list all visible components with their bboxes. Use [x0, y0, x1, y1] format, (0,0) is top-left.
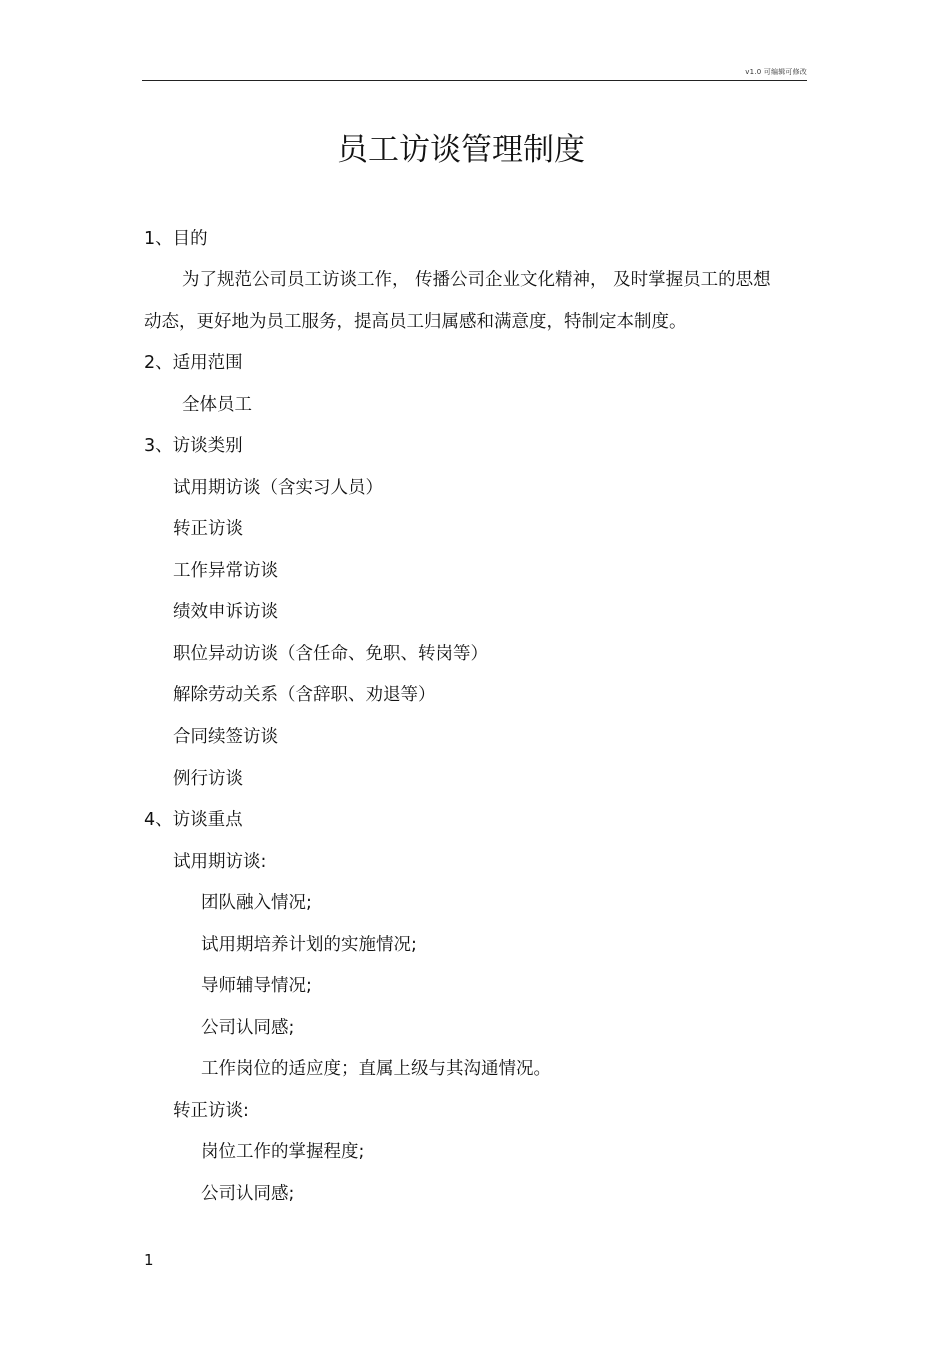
- list-item: 职位异动访谈（含任命、免职、转岗等）: [173, 644, 488, 664]
- purpose-paragraph-line-1: 为了规范公司员工访谈工作， 传播公司企业文化精神， 及时掌握员工的思想: [182, 270, 771, 290]
- page-number: 1: [144, 1251, 154, 1269]
- list-item: 合同续签访谈: [173, 727, 278, 747]
- list-item: 工作异常访谈: [173, 561, 278, 581]
- list-item: 公司认同感;: [201, 1184, 295, 1204]
- header-rule: [142, 80, 807, 81]
- section-heading-interview-types: 3、访谈类别: [144, 436, 243, 456]
- section-heading-interview-focus: 4、访谈重点: [144, 810, 243, 830]
- list-item: 试用期培养计划的实施情况;: [201, 935, 417, 955]
- subsection-label-probation: 试用期访谈:: [173, 852, 267, 872]
- list-item: 导师辅导情况;: [201, 976, 312, 996]
- subsection-label-regularization: 转正访谈:: [173, 1101, 249, 1121]
- list-item: 解除劳动关系（含辞职、劝退等）: [173, 685, 436, 705]
- list-item: 转正访谈: [173, 519, 243, 539]
- document-title: 员工访谈管理制度: [337, 132, 585, 168]
- list-item: 绩效申诉访谈: [173, 602, 278, 622]
- list-item: 公司认同感;: [201, 1018, 295, 1038]
- list-item: 试用期访谈（含实习人员）: [173, 478, 383, 498]
- header-version-note: v1.0 可编辑可修改: [745, 68, 807, 76]
- list-item: 岗位工作的掌握程度;: [201, 1142, 365, 1162]
- list-item: 团队融入情况;: [201, 893, 312, 913]
- scope-body: 全体员工: [182, 395, 252, 415]
- section-heading-purpose: 1、目的: [144, 229, 208, 249]
- list-item: 例行访谈: [173, 769, 243, 789]
- section-heading-scope: 2、适用范围: [144, 353, 243, 373]
- list-item: 工作岗位的适应度；直属上级与其沟通情况。: [201, 1059, 551, 1079]
- purpose-paragraph-line-2: 动态，更好地为员工服务，提高员工归属感和满意度，特制定本制度。: [144, 312, 687, 332]
